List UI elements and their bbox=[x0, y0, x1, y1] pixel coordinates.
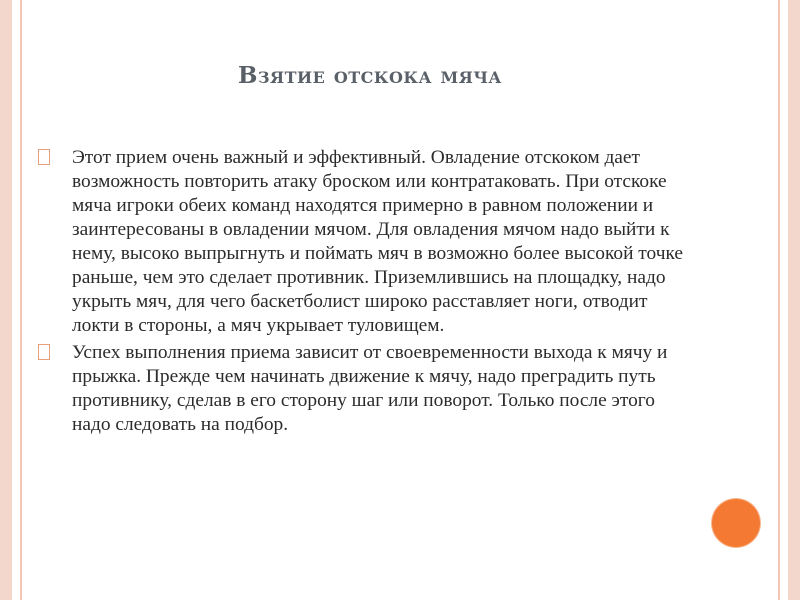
left-decorative-line bbox=[20, 0, 22, 600]
bullet-marker-icon bbox=[38, 344, 50, 360]
slide-title: Взятие отскока мяча bbox=[238, 62, 502, 89]
orange-circle-decoration bbox=[712, 499, 760, 547]
bullet-item bbox=[38, 146, 690, 338]
bullet-marker-icon bbox=[38, 149, 50, 165]
slide-body bbox=[38, 146, 690, 440]
right-decorative-border bbox=[788, 0, 800, 600]
right-decorative-line bbox=[778, 0, 780, 600]
bullet-item bbox=[38, 341, 690, 437]
left-decorative-border bbox=[0, 0, 12, 600]
bullet-text: Этот прием очень важный и эффективный. Овладение отскоком дает возможность повторить атаку броском или контратаковать. При отскоке мяча игроки обеих команд находятся примерно в равном положении и заинтересованы в овладении мячом. Для овладения мячом надо выйти к нему, высоко выпрыгнуть и поймать мяч в возможно более высокой точке раньше, чем это сделает противник. Приземлившись на площадку, надо укрыть мяч, для чего баскетболист широко расставляет ноги, отводит локти в стороны, а мяч укрывает туловищем. bbox=[72, 147, 684, 336]
bullet-text: Успех выполнения приема зависит от своевременности выхода к мячу и прыжка. Прежде чем начинать движение к мячу, надо преградить путь противнику, сделав в его сторону шаг или поворот. Только после этого надо следовать на подбор. bbox=[72, 342, 668, 435]
